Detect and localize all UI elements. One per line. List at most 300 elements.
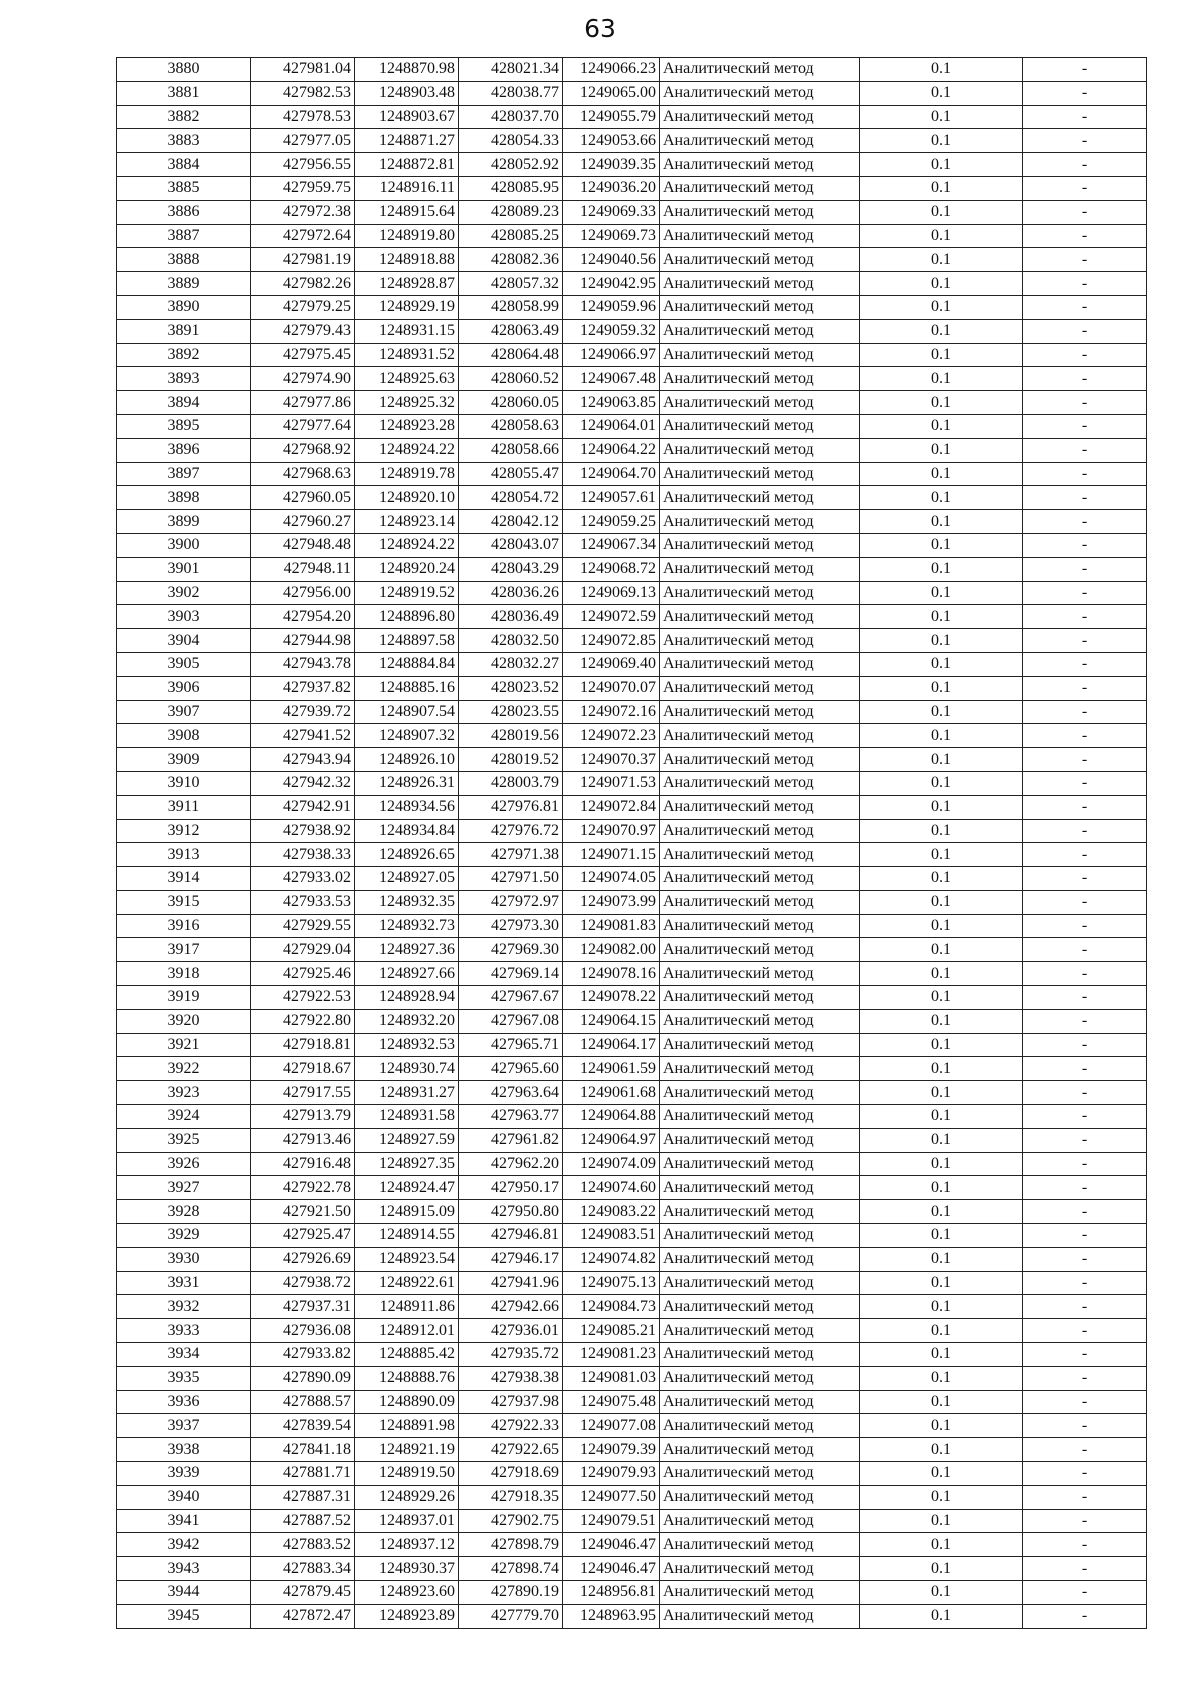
x1-cell: 427960.27 bbox=[251, 510, 355, 534]
method-cell: Аналитический метод bbox=[660, 1533, 860, 1557]
x1-cell: 427972.64 bbox=[251, 224, 355, 248]
point-number-cell: 3890 bbox=[117, 295, 251, 319]
y2-cell: 1249065.00 bbox=[563, 81, 660, 105]
y2-cell: 1249071.53 bbox=[563, 771, 660, 795]
point-number-cell: 3935 bbox=[117, 1366, 251, 1390]
table-row bbox=[117, 319, 1147, 343]
point-number-cell: 3882 bbox=[117, 105, 251, 129]
method-cell: Аналитический метод bbox=[660, 1128, 860, 1152]
accuracy-cell: 0.1 bbox=[860, 1414, 1023, 1438]
method-cell: Аналитический метод bbox=[660, 795, 860, 819]
x2-cell: 427779.70 bbox=[459, 1604, 563, 1628]
x2-cell: 427890.19 bbox=[459, 1581, 563, 1605]
y1-cell: 1248907.54 bbox=[355, 700, 459, 724]
note-cell: - bbox=[1023, 1247, 1147, 1271]
point-number-cell: 3904 bbox=[117, 629, 251, 653]
accuracy-cell: 0.1 bbox=[860, 867, 1023, 891]
x1-cell: 427948.48 bbox=[251, 533, 355, 557]
y2-cell: 1249084.73 bbox=[563, 1295, 660, 1319]
note-cell: - bbox=[1023, 1366, 1147, 1390]
y1-cell: 1248931.15 bbox=[355, 319, 459, 343]
note-cell: - bbox=[1023, 1343, 1147, 1367]
method-cell: Аналитический метод bbox=[660, 605, 860, 629]
point-number-cell: 3916 bbox=[117, 914, 251, 938]
y2-cell: 1249040.56 bbox=[563, 248, 660, 272]
method-cell: Аналитический метод bbox=[660, 1462, 860, 1486]
x1-cell: 427954.20 bbox=[251, 605, 355, 629]
note-cell: - bbox=[1023, 962, 1147, 986]
x1-cell: 427918.67 bbox=[251, 1057, 355, 1081]
accuracy-cell: 0.1 bbox=[860, 1128, 1023, 1152]
note-cell: - bbox=[1023, 81, 1147, 105]
accuracy-cell: 0.1 bbox=[860, 676, 1023, 700]
table-row bbox=[117, 986, 1147, 1010]
note-cell: - bbox=[1023, 1295, 1147, 1319]
note-cell: - bbox=[1023, 676, 1147, 700]
note-cell: - bbox=[1023, 1509, 1147, 1533]
accuracy-cell: 0.1 bbox=[860, 819, 1023, 843]
note-cell: - bbox=[1023, 1224, 1147, 1248]
y1-cell: 1248924.47 bbox=[355, 1176, 459, 1200]
y2-cell: 1249074.60 bbox=[563, 1176, 660, 1200]
x2-cell: 427969.30 bbox=[459, 938, 563, 962]
point-number-cell: 3933 bbox=[117, 1319, 251, 1343]
accuracy-cell: 0.1 bbox=[860, 105, 1023, 129]
x2-cell: 428085.25 bbox=[459, 224, 563, 248]
y1-cell: 1248920.24 bbox=[355, 557, 459, 581]
table-row bbox=[117, 200, 1147, 224]
y1-cell: 1248927.05 bbox=[355, 867, 459, 891]
note-cell: - bbox=[1023, 343, 1147, 367]
x1-cell: 427922.80 bbox=[251, 1009, 355, 1033]
table-row bbox=[117, 1224, 1147, 1248]
note-cell: - bbox=[1023, 1414, 1147, 1438]
y1-cell: 1248923.28 bbox=[355, 414, 459, 438]
table-row bbox=[117, 1438, 1147, 1462]
table-row bbox=[117, 1295, 1147, 1319]
table-row bbox=[117, 890, 1147, 914]
table-row bbox=[117, 153, 1147, 177]
table-row bbox=[117, 1414, 1147, 1438]
y2-cell: 1249069.13 bbox=[563, 581, 660, 605]
note-cell: - bbox=[1023, 1390, 1147, 1414]
note-cell: - bbox=[1023, 1604, 1147, 1628]
note-cell: - bbox=[1023, 795, 1147, 819]
y2-cell: 1249069.73 bbox=[563, 224, 660, 248]
x1-cell: 427982.26 bbox=[251, 272, 355, 296]
x1-cell: 427879.45 bbox=[251, 1581, 355, 1605]
accuracy-cell: 0.1 bbox=[860, 1033, 1023, 1057]
y2-cell: 1249064.01 bbox=[563, 414, 660, 438]
x2-cell: 428060.52 bbox=[459, 367, 563, 391]
method-cell: Аналитический метод bbox=[660, 890, 860, 914]
method-cell: Аналитический метод bbox=[660, 1509, 860, 1533]
x2-cell: 428038.77 bbox=[459, 81, 563, 105]
accuracy-cell: 0.1 bbox=[860, 629, 1023, 653]
method-cell: Аналитический метод bbox=[660, 533, 860, 557]
method-cell: Аналитический метод bbox=[660, 1557, 860, 1581]
note-cell: - bbox=[1023, 938, 1147, 962]
table-row bbox=[117, 676, 1147, 700]
x2-cell: 428057.32 bbox=[459, 272, 563, 296]
accuracy-cell: 0.1 bbox=[860, 795, 1023, 819]
table-row bbox=[117, 1081, 1147, 1105]
x2-cell: 427898.74 bbox=[459, 1557, 563, 1581]
y1-cell: 1248925.32 bbox=[355, 391, 459, 415]
accuracy-cell: 0.1 bbox=[860, 248, 1023, 272]
table-row bbox=[117, 557, 1147, 581]
x2-cell: 427935.72 bbox=[459, 1343, 563, 1367]
y2-cell: 1249061.68 bbox=[563, 1081, 660, 1105]
y2-cell: 1249066.23 bbox=[563, 58, 660, 82]
note-cell: - bbox=[1023, 581, 1147, 605]
note-cell: - bbox=[1023, 248, 1147, 272]
x1-cell: 427887.52 bbox=[251, 1509, 355, 1533]
note-cell: - bbox=[1023, 557, 1147, 581]
note-cell: - bbox=[1023, 700, 1147, 724]
page-number: 63 bbox=[584, 14, 616, 43]
point-number-cell: 3903 bbox=[117, 605, 251, 629]
note-cell: - bbox=[1023, 1200, 1147, 1224]
x2-cell: 428064.48 bbox=[459, 343, 563, 367]
table-row bbox=[117, 1366, 1147, 1390]
x2-cell: 428019.52 bbox=[459, 748, 563, 772]
x1-cell: 427918.81 bbox=[251, 1033, 355, 1057]
method-cell: Аналитический метод bbox=[660, 272, 860, 296]
y1-cell: 1248928.87 bbox=[355, 272, 459, 296]
y2-cell: 1249074.05 bbox=[563, 867, 660, 891]
x1-cell: 427883.34 bbox=[251, 1557, 355, 1581]
method-cell: Аналитический метод bbox=[660, 914, 860, 938]
table-row bbox=[117, 914, 1147, 938]
accuracy-cell: 0.1 bbox=[860, 272, 1023, 296]
note-cell: - bbox=[1023, 1557, 1147, 1581]
point-number-cell: 3891 bbox=[117, 319, 251, 343]
accuracy-cell: 0.1 bbox=[860, 224, 1023, 248]
y2-cell: 1249083.51 bbox=[563, 1224, 660, 1248]
y1-cell: 1248888.76 bbox=[355, 1366, 459, 1390]
y1-cell: 1248903.48 bbox=[355, 81, 459, 105]
x1-cell: 427938.33 bbox=[251, 843, 355, 867]
x2-cell: 427965.71 bbox=[459, 1033, 563, 1057]
note-cell: - bbox=[1023, 1533, 1147, 1557]
note-cell: - bbox=[1023, 319, 1147, 343]
y1-cell: 1248921.19 bbox=[355, 1438, 459, 1462]
note-cell: - bbox=[1023, 1485, 1147, 1509]
y2-cell: 1249066.97 bbox=[563, 343, 660, 367]
y2-cell: 1249064.97 bbox=[563, 1128, 660, 1152]
point-number-cell: 3931 bbox=[117, 1271, 251, 1295]
y1-cell: 1248926.65 bbox=[355, 843, 459, 867]
accuracy-cell: 0.1 bbox=[860, 1057, 1023, 1081]
y2-cell: 1249068.72 bbox=[563, 557, 660, 581]
method-cell: Аналитический метод bbox=[660, 1343, 860, 1367]
x1-cell: 427941.52 bbox=[251, 724, 355, 748]
accuracy-cell: 0.1 bbox=[860, 962, 1023, 986]
table-row bbox=[117, 414, 1147, 438]
x2-cell: 428023.55 bbox=[459, 700, 563, 724]
accuracy-cell: 0.1 bbox=[860, 1438, 1023, 1462]
accuracy-cell: 0.1 bbox=[860, 1366, 1023, 1390]
table-row bbox=[117, 533, 1147, 557]
point-number-cell: 3945 bbox=[117, 1604, 251, 1628]
x2-cell: 427963.64 bbox=[459, 1081, 563, 1105]
point-number-cell: 3885 bbox=[117, 176, 251, 200]
accuracy-cell: 0.1 bbox=[860, 1557, 1023, 1581]
accuracy-cell: 0.1 bbox=[860, 1200, 1023, 1224]
x2-cell: 427950.80 bbox=[459, 1200, 563, 1224]
y2-cell: 1249063.85 bbox=[563, 391, 660, 415]
method-cell: Аналитический метод bbox=[660, 486, 860, 510]
table-row bbox=[117, 1604, 1147, 1628]
method-cell: Аналитический метод bbox=[660, 81, 860, 105]
table-row bbox=[117, 1247, 1147, 1271]
table-row bbox=[117, 224, 1147, 248]
table-row bbox=[117, 867, 1147, 891]
y2-cell: 1249057.61 bbox=[563, 486, 660, 510]
x1-cell: 427981.04 bbox=[251, 58, 355, 82]
point-number-cell: 3883 bbox=[117, 129, 251, 153]
point-number-cell: 3895 bbox=[117, 414, 251, 438]
y2-cell: 1249067.34 bbox=[563, 533, 660, 557]
note-cell: - bbox=[1023, 748, 1147, 772]
x1-cell: 427839.54 bbox=[251, 1414, 355, 1438]
x1-cell: 427968.63 bbox=[251, 462, 355, 486]
x2-cell: 427965.60 bbox=[459, 1057, 563, 1081]
y2-cell: 1249053.66 bbox=[563, 129, 660, 153]
x2-cell: 428089.23 bbox=[459, 200, 563, 224]
x2-cell: 427936.01 bbox=[459, 1319, 563, 1343]
y2-cell: 1249046.47 bbox=[563, 1557, 660, 1581]
accuracy-cell: 0.1 bbox=[860, 1485, 1023, 1509]
note-cell: - bbox=[1023, 843, 1147, 867]
accuracy-cell: 0.1 bbox=[860, 58, 1023, 82]
method-cell: Аналитический метод bbox=[660, 462, 860, 486]
y1-cell: 1248932.35 bbox=[355, 890, 459, 914]
y1-cell: 1248931.27 bbox=[355, 1081, 459, 1105]
x2-cell: 428032.27 bbox=[459, 652, 563, 676]
x1-cell: 427929.04 bbox=[251, 938, 355, 962]
note-cell: - bbox=[1023, 867, 1147, 891]
table-row bbox=[117, 629, 1147, 653]
y2-cell: 1249073.99 bbox=[563, 890, 660, 914]
table-row bbox=[117, 1319, 1147, 1343]
note-cell: - bbox=[1023, 438, 1147, 462]
y1-cell: 1248896.80 bbox=[355, 605, 459, 629]
method-cell: Аналитический метод bbox=[660, 1295, 860, 1319]
x1-cell: 427883.52 bbox=[251, 1533, 355, 1557]
y1-cell: 1248923.89 bbox=[355, 1604, 459, 1628]
y2-cell: 1249078.16 bbox=[563, 962, 660, 986]
accuracy-cell: 0.1 bbox=[860, 748, 1023, 772]
accuracy-cell: 0.1 bbox=[860, 319, 1023, 343]
y1-cell: 1248912.01 bbox=[355, 1319, 459, 1343]
y2-cell: 1249081.03 bbox=[563, 1366, 660, 1390]
point-number-cell: 3900 bbox=[117, 533, 251, 557]
y1-cell: 1248872.81 bbox=[355, 153, 459, 177]
y1-cell: 1248930.37 bbox=[355, 1557, 459, 1581]
note-cell: - bbox=[1023, 414, 1147, 438]
method-cell: Аналитический метод bbox=[660, 1414, 860, 1438]
x2-cell: 428043.29 bbox=[459, 557, 563, 581]
y1-cell: 1248885.16 bbox=[355, 676, 459, 700]
y1-cell: 1248918.88 bbox=[355, 248, 459, 272]
point-number-cell: 3898 bbox=[117, 486, 251, 510]
point-number-cell: 3884 bbox=[117, 153, 251, 177]
table-row bbox=[117, 1509, 1147, 1533]
accuracy-cell: 0.1 bbox=[860, 1271, 1023, 1295]
accuracy-cell: 0.1 bbox=[860, 1295, 1023, 1319]
table-row bbox=[117, 1128, 1147, 1152]
point-number-cell: 3932 bbox=[117, 1295, 251, 1319]
x2-cell: 427971.38 bbox=[459, 843, 563, 867]
x2-cell: 427976.72 bbox=[459, 819, 563, 843]
x2-cell: 428052.92 bbox=[459, 153, 563, 177]
y1-cell: 1248934.56 bbox=[355, 795, 459, 819]
table-row bbox=[117, 962, 1147, 986]
accuracy-cell: 0.1 bbox=[860, 1081, 1023, 1105]
method-cell: Аналитический метод bbox=[660, 867, 860, 891]
note-cell: - bbox=[1023, 1033, 1147, 1057]
accuracy-cell: 0.1 bbox=[860, 129, 1023, 153]
point-number-cell: 3907 bbox=[117, 700, 251, 724]
note-cell: - bbox=[1023, 914, 1147, 938]
accuracy-cell: 0.1 bbox=[860, 1247, 1023, 1271]
point-number-cell: 3918 bbox=[117, 962, 251, 986]
y1-cell: 1248932.53 bbox=[355, 1033, 459, 1057]
y2-cell: 1248956.81 bbox=[563, 1581, 660, 1605]
point-number-cell: 3914 bbox=[117, 867, 251, 891]
y2-cell: 1249067.48 bbox=[563, 367, 660, 391]
y1-cell: 1248885.42 bbox=[355, 1343, 459, 1367]
y1-cell: 1248907.32 bbox=[355, 724, 459, 748]
accuracy-cell: 0.1 bbox=[860, 914, 1023, 938]
accuracy-cell: 0.1 bbox=[860, 200, 1023, 224]
x2-cell: 428058.63 bbox=[459, 414, 563, 438]
x1-cell: 427959.75 bbox=[251, 176, 355, 200]
accuracy-cell: 0.1 bbox=[860, 843, 1023, 867]
point-number-cell: 3924 bbox=[117, 1105, 251, 1129]
point-number-cell: 3909 bbox=[117, 748, 251, 772]
x2-cell: 427967.08 bbox=[459, 1009, 563, 1033]
table-row bbox=[117, 581, 1147, 605]
method-cell: Аналитический метод bbox=[660, 1009, 860, 1033]
x1-cell: 427972.38 bbox=[251, 200, 355, 224]
table-row bbox=[117, 938, 1147, 962]
point-number-cell: 3929 bbox=[117, 1224, 251, 1248]
method-cell: Аналитический метод bbox=[660, 224, 860, 248]
note-cell: - bbox=[1023, 890, 1147, 914]
y1-cell: 1248884.84 bbox=[355, 652, 459, 676]
x2-cell: 427969.14 bbox=[459, 962, 563, 986]
x1-cell: 427938.72 bbox=[251, 1271, 355, 1295]
y2-cell: 1249072.23 bbox=[563, 724, 660, 748]
method-cell: Аналитический метод bbox=[660, 843, 860, 867]
method-cell: Аналитический метод bbox=[660, 1319, 860, 1343]
accuracy-cell: 0.1 bbox=[860, 510, 1023, 534]
method-cell: Аналитический метод bbox=[660, 1604, 860, 1628]
accuracy-cell: 0.1 bbox=[860, 153, 1023, 177]
y2-cell: 1249081.83 bbox=[563, 914, 660, 938]
note-cell: - bbox=[1023, 391, 1147, 415]
method-cell: Аналитический метод bbox=[660, 652, 860, 676]
method-cell: Аналитический метод bbox=[660, 1200, 860, 1224]
method-cell: Аналитический метод bbox=[660, 1105, 860, 1129]
note-cell: - bbox=[1023, 105, 1147, 129]
point-number-cell: 3893 bbox=[117, 367, 251, 391]
method-cell: Аналитический метод bbox=[660, 629, 860, 653]
accuracy-cell: 0.1 bbox=[860, 557, 1023, 581]
method-cell: Аналитический метод bbox=[660, 1057, 860, 1081]
table-row bbox=[117, 1152, 1147, 1176]
accuracy-cell: 0.1 bbox=[860, 462, 1023, 486]
x1-cell: 427933.02 bbox=[251, 867, 355, 891]
x1-cell: 427942.32 bbox=[251, 771, 355, 795]
accuracy-cell: 0.1 bbox=[860, 1009, 1023, 1033]
x2-cell: 428055.47 bbox=[459, 462, 563, 486]
point-number-cell: 3922 bbox=[117, 1057, 251, 1081]
method-cell: Аналитический метод bbox=[660, 58, 860, 82]
accuracy-cell: 0.1 bbox=[860, 1105, 1023, 1129]
note-cell: - bbox=[1023, 724, 1147, 748]
x2-cell: 428003.79 bbox=[459, 771, 563, 795]
y2-cell: 1249069.33 bbox=[563, 200, 660, 224]
accuracy-cell: 0.1 bbox=[860, 414, 1023, 438]
table-row bbox=[117, 248, 1147, 272]
y1-cell: 1248932.73 bbox=[355, 914, 459, 938]
table-row bbox=[117, 1033, 1147, 1057]
method-cell: Аналитический метод bbox=[660, 319, 860, 343]
note-cell: - bbox=[1023, 1581, 1147, 1605]
accuracy-cell: 0.1 bbox=[860, 724, 1023, 748]
y2-cell: 1249083.22 bbox=[563, 1200, 660, 1224]
x1-cell: 427929.55 bbox=[251, 914, 355, 938]
table-row bbox=[117, 176, 1147, 200]
x1-cell: 427938.92 bbox=[251, 819, 355, 843]
accuracy-cell: 0.1 bbox=[860, 81, 1023, 105]
point-number-cell: 3919 bbox=[117, 986, 251, 1010]
x1-cell: 427922.78 bbox=[251, 1176, 355, 1200]
y2-cell: 1248963.95 bbox=[563, 1604, 660, 1628]
point-number-cell: 3905 bbox=[117, 652, 251, 676]
x2-cell: 428085.95 bbox=[459, 176, 563, 200]
x1-cell: 427939.72 bbox=[251, 700, 355, 724]
table-row bbox=[117, 391, 1147, 415]
y1-cell: 1248926.31 bbox=[355, 771, 459, 795]
x1-cell: 427872.47 bbox=[251, 1604, 355, 1628]
note-cell: - bbox=[1023, 510, 1147, 534]
accuracy-cell: 0.1 bbox=[860, 771, 1023, 795]
table-row bbox=[117, 105, 1147, 129]
x2-cell: 427941.96 bbox=[459, 1271, 563, 1295]
y2-cell: 1249071.15 bbox=[563, 843, 660, 867]
point-number-cell: 3927 bbox=[117, 1176, 251, 1200]
method-cell: Аналитический метод bbox=[660, 295, 860, 319]
point-number-cell: 3880 bbox=[117, 58, 251, 82]
point-number-cell: 3939 bbox=[117, 1462, 251, 1486]
x1-cell: 427937.31 bbox=[251, 1295, 355, 1319]
x2-cell: 428063.49 bbox=[459, 319, 563, 343]
note-cell: - bbox=[1023, 1152, 1147, 1176]
point-number-cell: 3896 bbox=[117, 438, 251, 462]
y2-cell: 1249072.85 bbox=[563, 629, 660, 653]
accuracy-cell: 0.1 bbox=[860, 1224, 1023, 1248]
table-row bbox=[117, 1557, 1147, 1581]
x1-cell: 427956.00 bbox=[251, 581, 355, 605]
x1-cell: 427916.48 bbox=[251, 1152, 355, 1176]
accuracy-cell: 0.1 bbox=[860, 1604, 1023, 1628]
x2-cell: 428082.36 bbox=[459, 248, 563, 272]
